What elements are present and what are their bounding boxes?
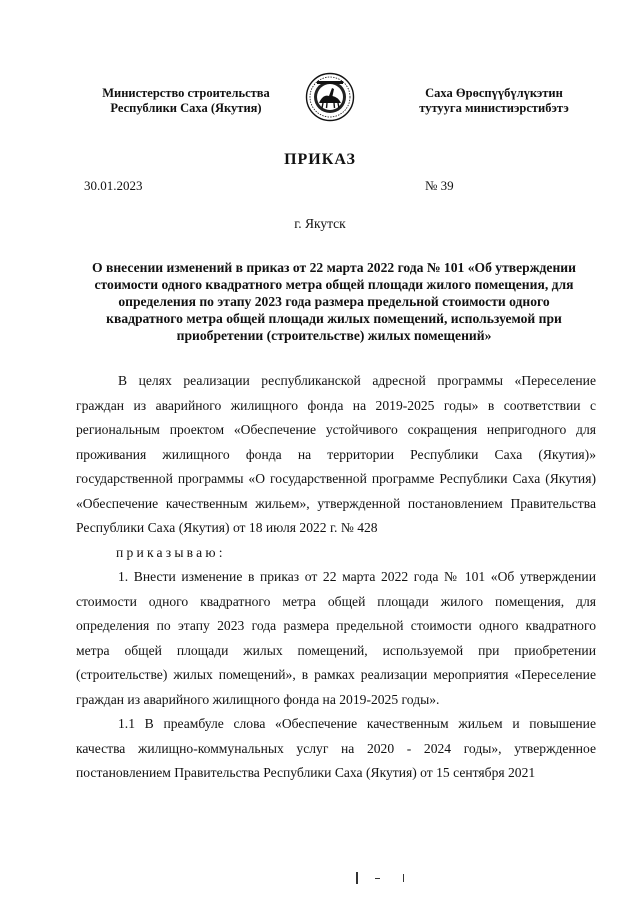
order-number: № 39 [425, 178, 454, 193]
coat-of-arms-icon [305, 72, 355, 122]
order-heading: О внесении изменений в приказ от 22 марта 2022 года № 101 «Об утверждении стоимости одного квадратного метра общей площади жилого помещения, для определения по этапу 2023 года размера предельной стоимости одного квадратного метра общей площади жилых помещений, используемой при приобретении (строительстве) жилых помещений» [92, 260, 576, 343]
item-1-1-paragraph: 1.1 В преамбуле слова «Обеспечение качественным жильем и повышение качества жилищно-коммунальных услуг на 2020 - 2024 годы», утвержденное постановлением Правительства Республики Саха (Якутия) от 15 сентября 2021 [76, 716, 596, 780]
order-city: г. Якутск [294, 216, 346, 231]
ministry-name-yakut [404, 86, 584, 116]
order-title: ПРИКАЗ [284, 151, 356, 168]
order-date: 30.01.2023 [84, 178, 143, 193]
ministry-name-yakut-line1: Саха Өрөспүүбүлүкэтин [425, 86, 563, 100]
ministry-name-russian [86, 86, 286, 116]
order-body [76, 369, 596, 786]
scan-mark [356, 872, 358, 884]
item-1-paragraph: 1. Внести изменение в приказ от 22 марта 2022 года № 101 «Об утверждении стоимости одного квадратного метра общей площади жилого помещения, для определения по этапу 2023 года размера предельной стоимости одного квадратного метра общей площади жилых помещений, используемой при приобретении (строительстве) жилых помещений», в рамках реализации мероприятия «Переселение граждан из аварийного жилищного фонда на 2019-2025 годы». [76, 569, 596, 707]
intro-paragraph: В целях реализации республиканской адресной программы «Переселение граждан из аварийного жилищного фонда на 2019-2025 годы» в соответствии с региональным проектом «Обеспечение устойчивого сокращения непригодного для проживания жилищного фонда на территории Республики Саха (Якутия)» государственной программы «О государственной программе Республики Саха (Якутия) «Обеспечение качественным жильем», утвержденной постановлением Правительства Республики Саха (Якутия) от 18 июля 2022 г. № 428 [76, 373, 596, 535]
ministry-name-russian-line1: Министерство строительства [102, 86, 270, 100]
scan-mark [375, 878, 380, 879]
prikazyvayu-line: приказываю: [116, 544, 226, 560]
scan-mark [403, 874, 404, 882]
ministry-name-russian-line2: Республики Саха (Якутия) [110, 101, 262, 115]
ministry-name-yakut-line2: тутууга министиэрстибэтэ [419, 101, 569, 115]
